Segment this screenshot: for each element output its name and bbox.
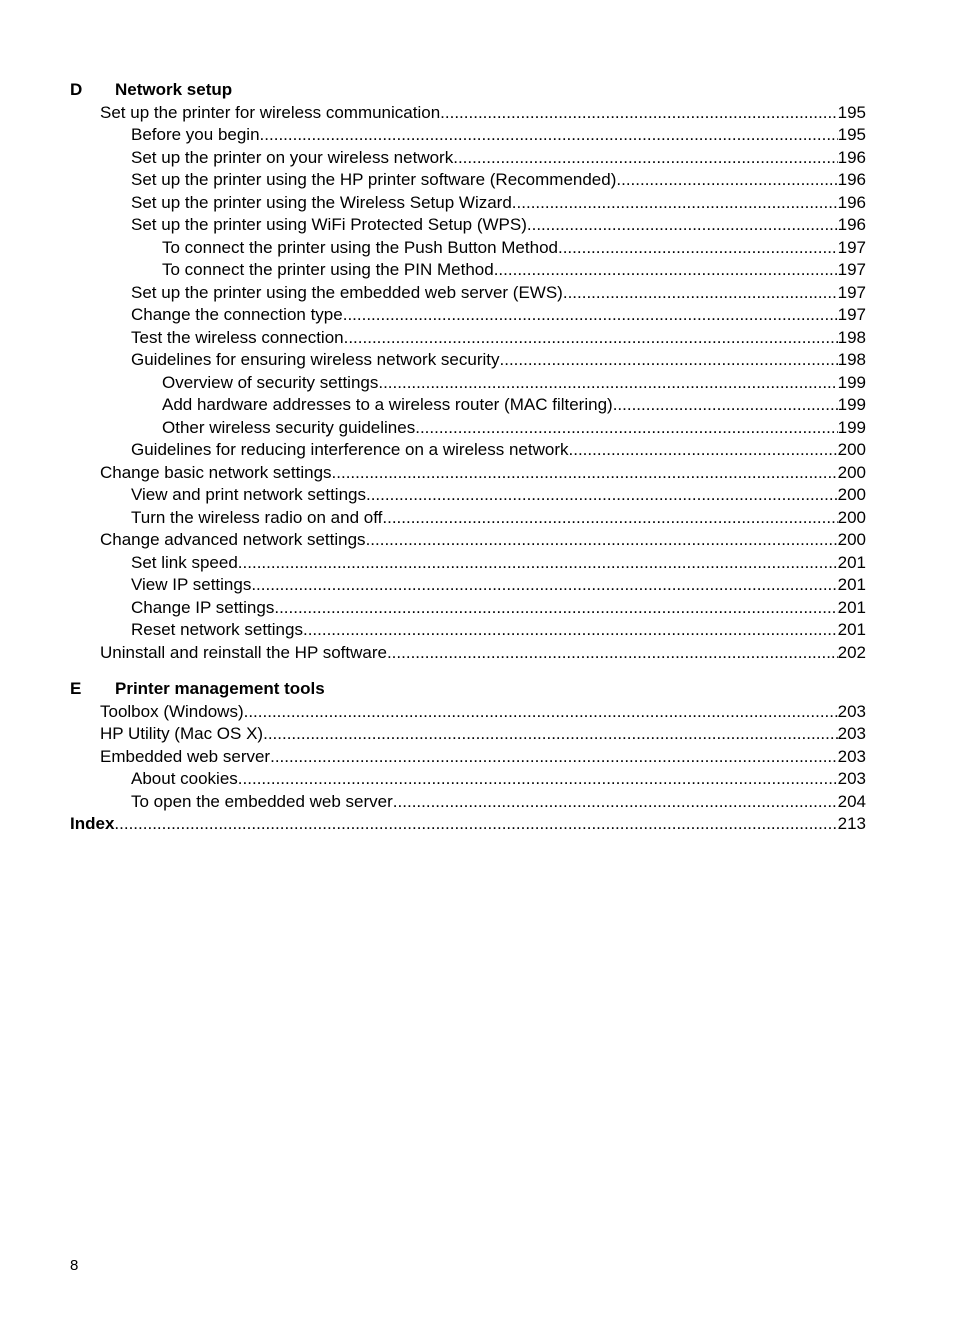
dot-leader	[344, 327, 838, 350]
toc-entry-title: Set up the printer using the embedded web server (EWS)	[131, 282, 563, 302]
toc-entry-title: Index	[70, 814, 115, 833]
toc-entry-title: Set up the printer using WiFi Protected Setup (WPS)	[131, 215, 527, 234]
dot-leader	[453, 147, 837, 170]
toc-entry-page: 198	[837, 350, 866, 369]
toc-entry[interactable]	[70, 642, 866, 665]
toc-entry-page: 203	[837, 701, 866, 721]
toc-entry-page: 201	[837, 597, 866, 617]
toc-entry[interactable]	[70, 619, 866, 642]
toc-entry[interactable]	[70, 597, 866, 620]
toc-entry-page: 197	[837, 260, 866, 279]
dot-leader	[366, 529, 838, 552]
dot-leader	[343, 304, 838, 327]
toc-entry[interactable]	[70, 102, 866, 125]
dot-leader	[387, 642, 838, 665]
toc-entry[interactable]	[70, 768, 866, 791]
section-letter: D	[70, 80, 83, 99]
dot-leader	[263, 723, 838, 746]
toc-entry[interactable]	[70, 439, 866, 462]
toc-entry-page: 213	[837, 814, 866, 833]
section-title: Network setup	[115, 80, 233, 99]
dot-leader	[114, 813, 837, 836]
toc-entry[interactable]	[70, 462, 866, 485]
dot-leader	[563, 282, 838, 305]
dot-leader	[393, 791, 838, 814]
toc-entry-title: Overview of security settings	[162, 372, 379, 392]
toc-entry-title: Guidelines for reducing interference on a wireless network	[131, 440, 569, 459]
toc-entry-page: 199	[837, 417, 866, 437]
toc-entry-title: Reset network settings	[131, 620, 303, 639]
toc-entry-title: To connect the printer using the Push Button Method	[162, 237, 558, 257]
toc-entry-title: Change advanced network settings	[100, 530, 366, 549]
dot-leader	[378, 372, 837, 395]
dot-leader	[415, 417, 837, 440]
toc-entry[interactable]	[70, 259, 866, 282]
dot-leader	[616, 169, 837, 192]
dot-leader	[332, 462, 838, 485]
toc-entry[interactable]	[70, 574, 866, 597]
toc-entry[interactable]	[70, 552, 866, 575]
toc-entry[interactable]	[70, 237, 866, 260]
toc-entry[interactable]	[70, 701, 866, 724]
dot-leader	[500, 349, 838, 372]
toc-entry-title: Set up the printer using the HP printer software (Recommended)	[131, 170, 617, 189]
toc-entry-page: 201	[837, 552, 866, 572]
dot-leader	[303, 619, 838, 642]
dot-leader	[512, 192, 838, 215]
toc-entry-page: 200	[837, 485, 866, 504]
dot-leader	[613, 394, 838, 417]
dot-leader	[251, 574, 837, 597]
dot-leader	[270, 746, 838, 769]
toc-entry[interactable]	[70, 349, 866, 372]
toc-entry-title: Change IP settings	[131, 597, 275, 617]
dot-leader	[382, 507, 837, 530]
dot-leader	[558, 237, 838, 260]
toc-entry[interactable]	[70, 327, 866, 350]
toc-entry[interactable]	[70, 124, 866, 147]
dot-leader	[366, 484, 838, 507]
toc-entry-title: Test the wireless connection	[131, 327, 344, 347]
toc-entry-title: To connect the printer using the PIN Method	[162, 260, 494, 279]
dot-leader	[569, 439, 838, 462]
section-spacer	[70, 664, 866, 678]
toc-entry-page: 196	[837, 192, 866, 212]
toc-entry-title: View and print network settings	[131, 485, 366, 504]
toc-entry[interactable]	[70, 394, 866, 417]
toc-entry-title: Set up the printer on your wireless network	[131, 147, 454, 167]
toc-entry[interactable]	[70, 304, 866, 327]
page-number: 8	[70, 1257, 79, 1274]
toc-entry-page: 203	[837, 746, 866, 766]
toc-entry[interactable]	[70, 147, 866, 170]
toc-entry-title: To open the embedded web server	[131, 791, 393, 811]
toc-entry-title: Embedded web server	[100, 746, 271, 766]
toc-entry-title: Set up the printer using the Wireless Setup Wizard	[131, 192, 512, 212]
toc-entry-page: 196	[837, 215, 866, 234]
toc-entry-page: 203	[837, 769, 866, 788]
toc-entry-title: Before you begin	[131, 125, 260, 144]
toc-entry-page: 195	[837, 102, 866, 122]
toc-entry-title: Add hardware addresses to a wireless router (MAC filtering)	[162, 395, 613, 414]
section-letter: E	[70, 679, 82, 698]
table-of-contents	[70, 79, 866, 836]
dot-leader	[260, 124, 838, 147]
toc-entry[interactable]	[70, 372, 866, 395]
toc-entry-title: Uninstall and reinstall the HP software	[100, 642, 387, 662]
toc-entry-title: Turn the wireless radio on and off	[131, 507, 383, 527]
toc-entry-page: 202	[837, 642, 866, 662]
toc-entry-page: 200	[837, 507, 866, 527]
toc-entry-title: Guidelines for ensuring wireless network security	[131, 350, 500, 369]
toc-entry[interactable]	[70, 507, 866, 530]
toc-entry-title: Toolbox (Windows)	[100, 701, 244, 721]
section-heading-e	[70, 678, 866, 701]
toc-entry-title: Other wireless security guidelines	[162, 417, 416, 437]
toc-entry-title: Change basic network settings	[100, 462, 332, 482]
toc-entry-page: 204	[837, 791, 866, 811]
toc-entry-page: 197	[837, 237, 866, 257]
toc-entry-page: 200	[837, 530, 866, 549]
dot-leader	[238, 552, 838, 575]
toc-entry-title: HP Utility (Mac OS X)	[100, 724, 264, 743]
toc-entry-page: 200	[837, 440, 866, 459]
dot-leader	[494, 259, 838, 282]
toc-entry[interactable]	[70, 169, 866, 192]
dot-leader	[440, 102, 837, 125]
toc-entry-page: 197	[837, 305, 866, 324]
toc-entry[interactable]	[70, 282, 866, 305]
toc-entry-title: Set link speed	[131, 552, 238, 572]
toc-entry[interactable]	[70, 723, 866, 746]
toc-entry-title: Set up the printer for wireless communication	[100, 102, 441, 122]
toc-entry-page: 197	[837, 282, 866, 302]
toc-entry[interactable]	[70, 192, 866, 215]
dot-leader	[238, 768, 838, 791]
toc-entry-page: 203	[837, 724, 866, 743]
dot-leader	[244, 701, 838, 724]
toc-entry-title: Change the connection type	[131, 305, 343, 324]
toc-entry-page: 195	[837, 125, 866, 144]
dot-leader	[527, 214, 838, 237]
toc-entry-page: 201	[837, 620, 866, 639]
toc-entry[interactable]	[70, 214, 866, 237]
toc-entry-page: 199	[837, 395, 866, 414]
section-title: Printer management tools	[115, 679, 325, 698]
toc-entry-page: 198	[837, 327, 866, 347]
toc-entry[interactable]	[70, 529, 866, 552]
toc-entry-page: 196	[837, 147, 866, 167]
toc-entry-index[interactable]	[70, 813, 866, 836]
toc-entry[interactable]	[70, 484, 866, 507]
toc-entry-page: 200	[837, 462, 866, 482]
dot-leader	[274, 597, 837, 620]
toc-entry-title: About cookies	[131, 769, 238, 788]
toc-entry-title: View IP settings	[131, 575, 252, 594]
toc-entry[interactable]	[70, 746, 866, 769]
section-heading-d	[70, 79, 866, 102]
toc-entry-page: 196	[837, 170, 866, 189]
toc-entry[interactable]	[70, 791, 866, 814]
toc-entry[interactable]	[70, 417, 866, 440]
toc-entry-page: 199	[837, 372, 866, 392]
toc-entry-page: 201	[837, 575, 866, 594]
